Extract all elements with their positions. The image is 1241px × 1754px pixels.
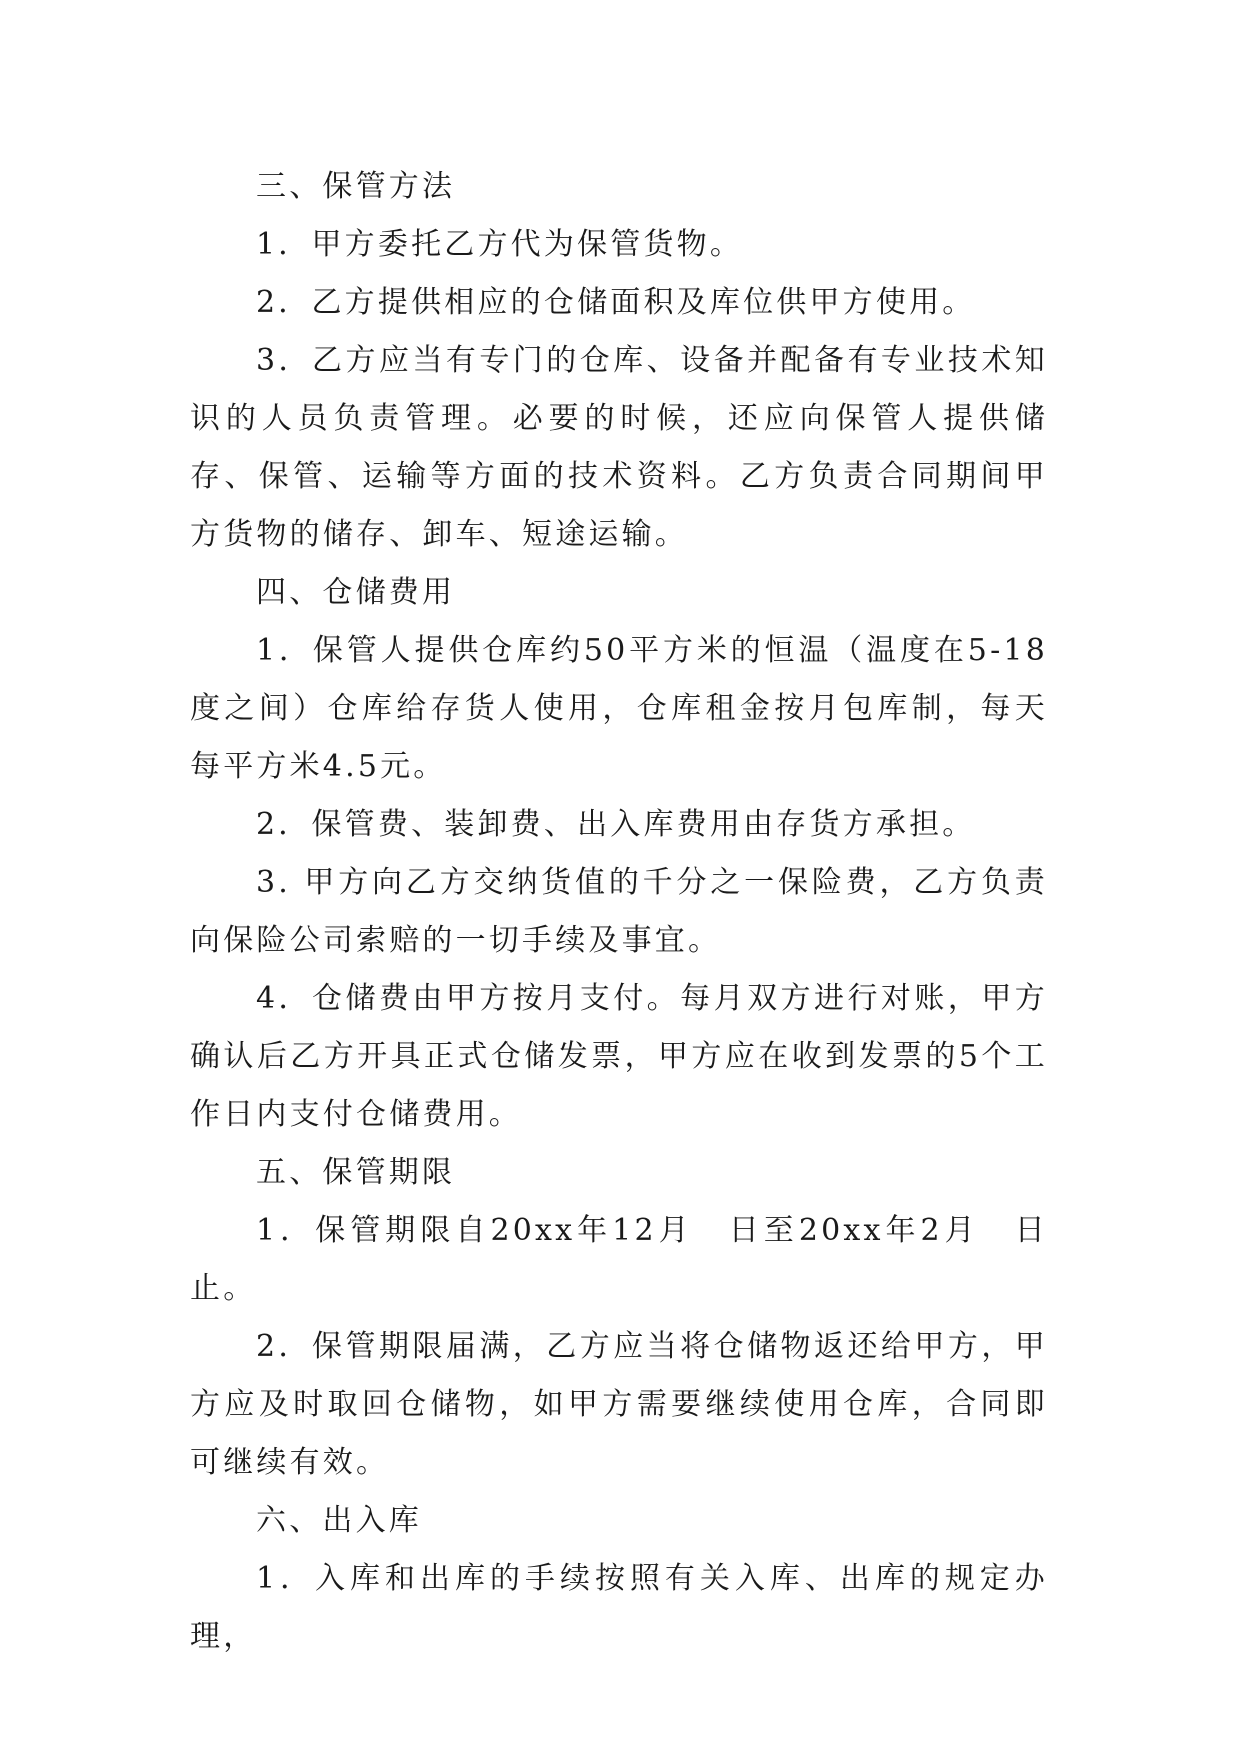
section-heading-storage-fees: 四、仓储费用 (256, 575, 456, 610)
paragraph: 3. 甲方向乙方交纳货值的千分之一保险费，乙方负责向保险公司索赔的一切手续及事宜。 (190, 865, 1048, 958)
section-heading-in-out-warehouse: 六、出入库 (256, 1503, 422, 1538)
paragraph: 2．乙方提供相应的仓储面积及库位供甲方使用。 (256, 285, 976, 320)
paragraph: 2．保管期限届满，乙方应当将仓储物返还给甲方，甲方应及时取回仓储物，如甲方需要继续使用仓库，合同即可继续有效。 (190, 1329, 1048, 1480)
paragraph: 2．保管费、装卸费、出入库费用由存货方承担。 (256, 807, 976, 842)
document-body (190, 158, 1048, 1666)
paragraph: 3．乙方应当有专门的仓库、设备并配备有专业技术知识的人员负责管理。必要的时候，还应向保管人提供储存、保管、运输等方面的技术资料。乙方负责合同期间甲方货物的储存、卸车、短途运输。 (190, 343, 1048, 552)
section-heading-storage-term: 五、保管期限 (256, 1155, 456, 1190)
paragraph: 1．入库和出库的手续按照有关入库、出库的规定办理， (190, 1561, 1048, 1654)
section-heading-storage-method: 三、保管方法 (256, 169, 456, 204)
paragraph: 1．保管人提供仓库约50平方米的恒温（温度在5-18度之间）仓库给存货人使用，仓库租金按月包库制，每天每平方米4.5元。 (190, 633, 1048, 784)
paragraph: 4．仓储费由甲方按月支付。每月双方进行对账，甲方确认后乙方开具正式仓储发票，甲方应在收到发票的5个工作日内支付仓储费用。 (190, 981, 1048, 1132)
paragraph: 1．甲方委托乙方代为保管货物。 (256, 227, 744, 262)
paragraph: 1．保管期限自20xx年12月 日至20xx年2月 日止。 (190, 1213, 1048, 1306)
